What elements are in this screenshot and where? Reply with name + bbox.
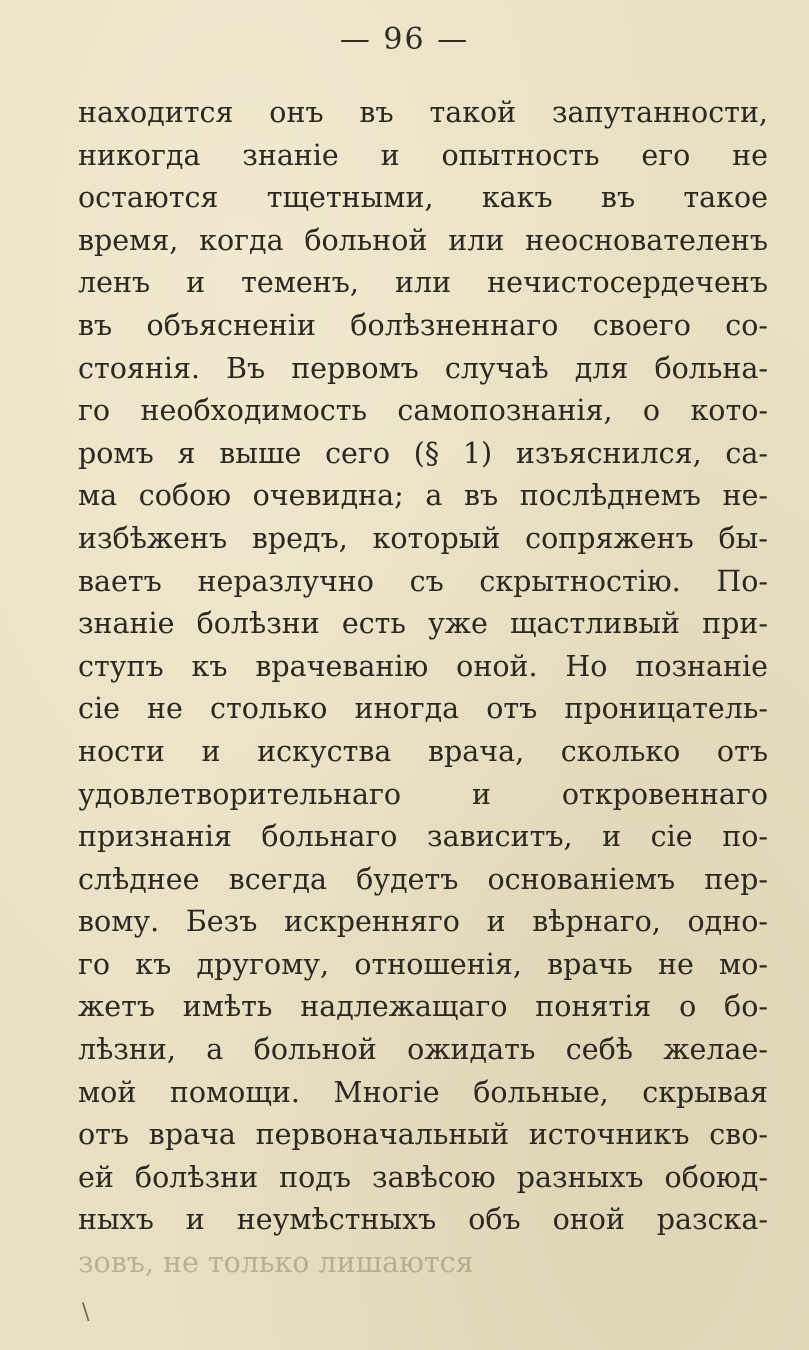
faded-text-line: зовъ, не только лишаются	[78, 1246, 474, 1280]
text-line: знаніе болѣзни есть уже щастливый при-	[78, 607, 768, 641]
text-line: ромъ я выше сего (§ 1) изъяснился, са-	[78, 436, 768, 470]
text-line: ныхъ и неумѣстныхъ объ оной разска-	[78, 1203, 768, 1237]
text-line: признанія больнаго зависитъ, и сіе по-	[78, 820, 768, 854]
text-line: го необходимость самопознанія, о кото-	[78, 394, 768, 428]
text-line: удовлетворительнаго и откровеннаго	[78, 777, 768, 811]
text-line: въ объясненіи болѣзненнаго своего со-	[78, 308, 768, 342]
text-line: отъ врача первоначальный источникъ сво-	[78, 1118, 768, 1152]
text-line: го къ другому, отношенія, врачь не мо-	[78, 947, 768, 981]
text-line: стоянія. Въ первомъ случаѣ для больна-	[78, 351, 768, 385]
text-line: остаются тщетными, какъ въ такое	[78, 181, 768, 215]
page-number-header: — 96 —	[339, 22, 470, 57]
body-text	[78, 92, 768, 1285]
text-line: вому. Безъ искренняго и вѣрнаго, одно-	[78, 905, 768, 939]
text-line: время, когда больной или неоснователенъ	[78, 223, 768, 257]
text-line: ности и искуства врача, сколько отъ	[78, 734, 768, 768]
margin-mark: \	[82, 1300, 90, 1325]
text-line: жетъ имѣть надлежащаго понятія о бо-	[78, 990, 768, 1024]
text-line: находится онъ въ такой запутанности,	[78, 96, 768, 129]
text-line: ступъ къ врачеванію оной. Но познаніе	[78, 649, 768, 683]
text-line: сіе не столько иногда отъ проницатель-	[78, 692, 768, 726]
text-line: ма собою очевидна; а въ послѣднемъ не-	[78, 479, 768, 513]
text-line: ваетъ неразлучно съ скрытностію. По-	[78, 564, 768, 598]
text-line: ленъ и теменъ, или нечистосердеченъ	[78, 266, 768, 300]
text-line: никогда знаніе и опытность его не	[78, 138, 768, 172]
text-line: ей болѣзни подъ завѣсою разныхъ обоюд-	[78, 1160, 768, 1194]
text-line: избѣженъ вредъ, который сопряженъ бы-	[78, 521, 768, 555]
text-line: мой помощи. Многіе больные, скрывая	[78, 1075, 768, 1109]
text-line: лѣзни, а больной ожидать себѣ желае-	[78, 1033, 768, 1067]
text-line: слѣднее всегда будетъ основаніемъ пер-	[78, 862, 768, 896]
